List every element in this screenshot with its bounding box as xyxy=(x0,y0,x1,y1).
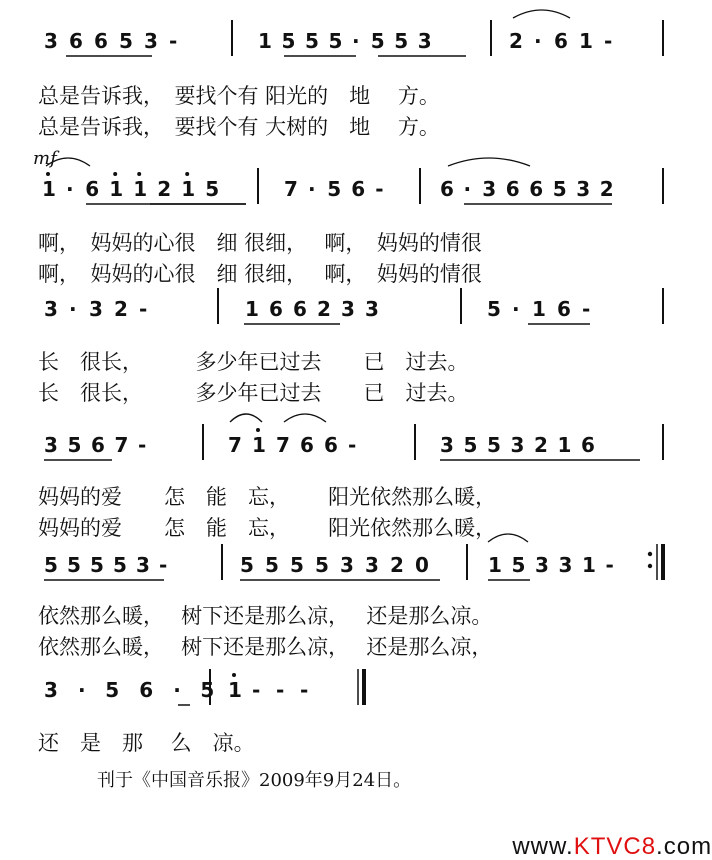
note-2-0-2: 3 xyxy=(89,297,103,321)
note-0-1-4: · xyxy=(352,29,360,53)
note-3-2-6: 6 xyxy=(581,433,595,457)
note-3-1-0: 7 xyxy=(228,433,242,457)
note-0-1-3: 5 xyxy=(328,29,343,53)
note-0-0-3: 5 xyxy=(119,29,133,53)
note-4-1-7: 0 xyxy=(415,553,429,577)
note-5-0-2: 5 xyxy=(105,678,120,702)
note-2-1-3: 2 xyxy=(317,297,331,321)
note-3-0-4: - xyxy=(138,433,147,457)
note-4-0-3: 5 xyxy=(113,553,127,577)
note-4-0-5: - xyxy=(159,553,168,577)
note-0-2-0: 2 xyxy=(509,29,523,53)
note-2-1-0: 1 xyxy=(245,297,259,321)
lyric-line-4b: 妈妈的爱 怎 能 忘， 阳光依然那么暖， xyxy=(38,516,497,540)
note-1-1-0: 7 xyxy=(284,177,298,201)
lyric-line-2a: 啊， 妈妈的心很 细 很细， 啊， 妈妈的情很 xyxy=(38,231,482,255)
note-2-0-4: - xyxy=(139,297,148,321)
note-0-1-0: 1 xyxy=(258,29,272,53)
note-5-0-4: · xyxy=(173,678,181,702)
site-watermark xyxy=(497,811,712,859)
lyric-line-1b: 总是告诉我， 要找个有 大树的 地 方。 xyxy=(38,115,440,139)
note-1-2-5: 5 xyxy=(552,177,567,201)
note-0-1-2: 5 xyxy=(305,29,319,53)
note-2-1-2: 6 xyxy=(293,297,307,321)
note-0-2-2: 6 xyxy=(554,29,568,53)
note-3-1-1: 1 xyxy=(252,433,266,457)
note-1-1-3: 6 xyxy=(351,177,366,201)
note-2-0-0: 3 xyxy=(44,297,58,321)
note-4-2-2: 3 xyxy=(535,553,549,577)
note-2-0-3: 2 xyxy=(114,297,128,321)
note-1-1-4: - xyxy=(375,177,384,201)
note-5-0-0: 3 xyxy=(44,678,58,702)
note-1-0-4: 1 xyxy=(133,177,148,201)
lyric-line-6a: 还 是 那 么 凉。 xyxy=(38,731,255,755)
note-0-2-3: 1 xyxy=(579,29,593,53)
note-4-2-1: 5 xyxy=(511,553,526,577)
note-3-2-5: 1 xyxy=(557,433,572,457)
note-0-1-5: 5 xyxy=(370,29,385,53)
repeat-dot xyxy=(648,564,652,568)
note-4-2-0: 1 xyxy=(488,553,502,577)
slur xyxy=(448,158,530,166)
note-3-1-3: 6 xyxy=(300,433,314,457)
note-1-1-1: · xyxy=(308,177,316,201)
lyric-line-2b: 啊， 妈妈的心很 细 很细， 啊， 妈妈的情很 xyxy=(38,262,482,286)
octave-dot-high xyxy=(113,172,117,176)
lyric-line-1a: 总是告诉我， 要找个有 阳光的 地 方。 xyxy=(38,84,440,108)
slur xyxy=(513,10,570,18)
note-3-0-0: 3 xyxy=(44,433,58,457)
note-2-2-2: 1 xyxy=(532,297,546,321)
note-2-2-0: 5 xyxy=(487,297,501,321)
note-5-1-0: 1 xyxy=(228,678,242,702)
dynamics-marking: mf xyxy=(33,148,57,169)
note-0-0-1: 6 xyxy=(69,29,83,53)
octave-dot-high xyxy=(46,172,50,176)
note-5-1-2: - xyxy=(276,678,285,702)
octave-dot-high xyxy=(185,172,189,176)
note-1-2-0: 6 xyxy=(440,177,454,201)
note-4-1-6: 2 xyxy=(390,553,404,577)
note-0-0-0: 3 xyxy=(44,29,58,53)
note-4-0-4: 3 xyxy=(136,553,150,577)
note-4-1-3: 5 xyxy=(315,553,329,577)
note-1-2-6: 3 xyxy=(576,177,591,201)
slur xyxy=(230,414,262,422)
publication-note: 刊于《中国音乐报》2009年9月24日。 xyxy=(97,770,412,791)
watermark-prefix: www. xyxy=(512,833,574,860)
octave-dot-high xyxy=(256,428,260,432)
octave-dot-high xyxy=(137,172,141,176)
slur xyxy=(284,414,326,422)
note-4-1-2: 5 xyxy=(290,553,304,577)
note-1-0-7: 5 xyxy=(205,177,220,201)
note-3-2-3: 3 xyxy=(510,433,525,457)
note-4-2-5: - xyxy=(605,553,614,577)
note-5-1-1: - xyxy=(252,678,261,702)
note-1-0-0: 1 xyxy=(42,177,56,201)
note-0-1-1: 5 xyxy=(281,29,296,53)
note-0-2-4: - xyxy=(604,29,613,53)
watermark-brand: KTVC8 xyxy=(573,833,657,860)
note-2-1-5: 3 xyxy=(365,297,379,321)
note-4-0-0: 5 xyxy=(44,553,58,577)
note-1-0-5: 2 xyxy=(157,177,172,201)
note-4-0-2: 5 xyxy=(90,553,104,577)
note-1-2-7: 2 xyxy=(599,177,614,201)
note-2-2-4: - xyxy=(582,297,591,321)
note-1-2-2: 3 xyxy=(482,177,497,201)
note-2-1-4: 3 xyxy=(341,297,355,321)
note-3-2-4: 2 xyxy=(534,433,548,457)
note-0-1-6: 5 xyxy=(394,29,409,53)
note-0-0-2: 6 xyxy=(94,29,108,53)
lyric-line-5b: 依然那么暖， 树下还是那么凉， 还是那么凉， xyxy=(38,635,493,659)
note-1-1-2: 5 xyxy=(327,177,342,201)
note-4-1-0: 5 xyxy=(240,553,254,577)
lyric-line-4a: 妈妈的爱 怎 能 忘， 阳光依然那么暖， xyxy=(38,485,497,509)
note-4-1-4: 3 xyxy=(340,553,354,577)
note-1-0-1: · xyxy=(66,177,74,201)
note-3-2-1: 5 xyxy=(463,433,478,457)
lyric-line-3b: 长 很长， 多少年已过去 已 过去。 xyxy=(38,381,469,405)
note-2-2-1: · xyxy=(512,297,520,321)
note-5-0-1: · xyxy=(78,678,86,702)
note-3-1-2: 7 xyxy=(276,433,290,457)
note-3-1-4: 6 xyxy=(324,433,338,457)
note-2-0-1: · xyxy=(69,297,77,321)
octave-dot-high xyxy=(232,673,236,677)
note-0-2-1: · xyxy=(534,29,542,53)
note-1-2-3: 6 xyxy=(505,177,520,201)
note-4-2-4: 1 xyxy=(582,553,596,577)
note-3-0-1: 5 xyxy=(67,433,82,457)
note-4-1-1: 5 xyxy=(265,553,279,577)
repeat-dot xyxy=(648,552,652,556)
note-4-0-1: 5 xyxy=(67,553,81,577)
note-3-0-3: 7 xyxy=(114,433,129,457)
lyric-line-5a: 依然那么暖， 树下还是那么凉， 还是那么凉。 xyxy=(38,604,493,628)
watermark-suffix: .com xyxy=(656,833,712,860)
note-0-0-4: 3 xyxy=(144,29,158,53)
note-2-1-1: 6 xyxy=(269,297,283,321)
note-3-0-2: 6 xyxy=(91,433,105,457)
note-1-2-1: · xyxy=(463,177,472,201)
note-0-0-5: - xyxy=(169,29,178,53)
note-1-0-6: 1 xyxy=(181,177,196,201)
note-3-1-5: - xyxy=(348,433,357,457)
note-0-1-7: 3 xyxy=(417,29,432,53)
note-5-0-5: 5 xyxy=(200,678,215,702)
note-5-0-3: 6 xyxy=(139,678,154,702)
note-3-2-0: 3 xyxy=(440,433,454,457)
note-3-2-2: 5 xyxy=(487,433,501,457)
note-4-2-3: 3 xyxy=(558,553,573,577)
lyric-line-3a: 长 很长， 多少年已过去 已 过去。 xyxy=(38,350,469,374)
note-5-1-3: - xyxy=(300,678,309,702)
note-2-2-3: 6 xyxy=(557,297,571,321)
note-1-0-3: 1 xyxy=(109,177,124,201)
note-1-0-2: 6 xyxy=(85,177,100,201)
note-1-2-4: 6 xyxy=(529,177,544,201)
note-4-1-5: 3 xyxy=(365,553,379,577)
